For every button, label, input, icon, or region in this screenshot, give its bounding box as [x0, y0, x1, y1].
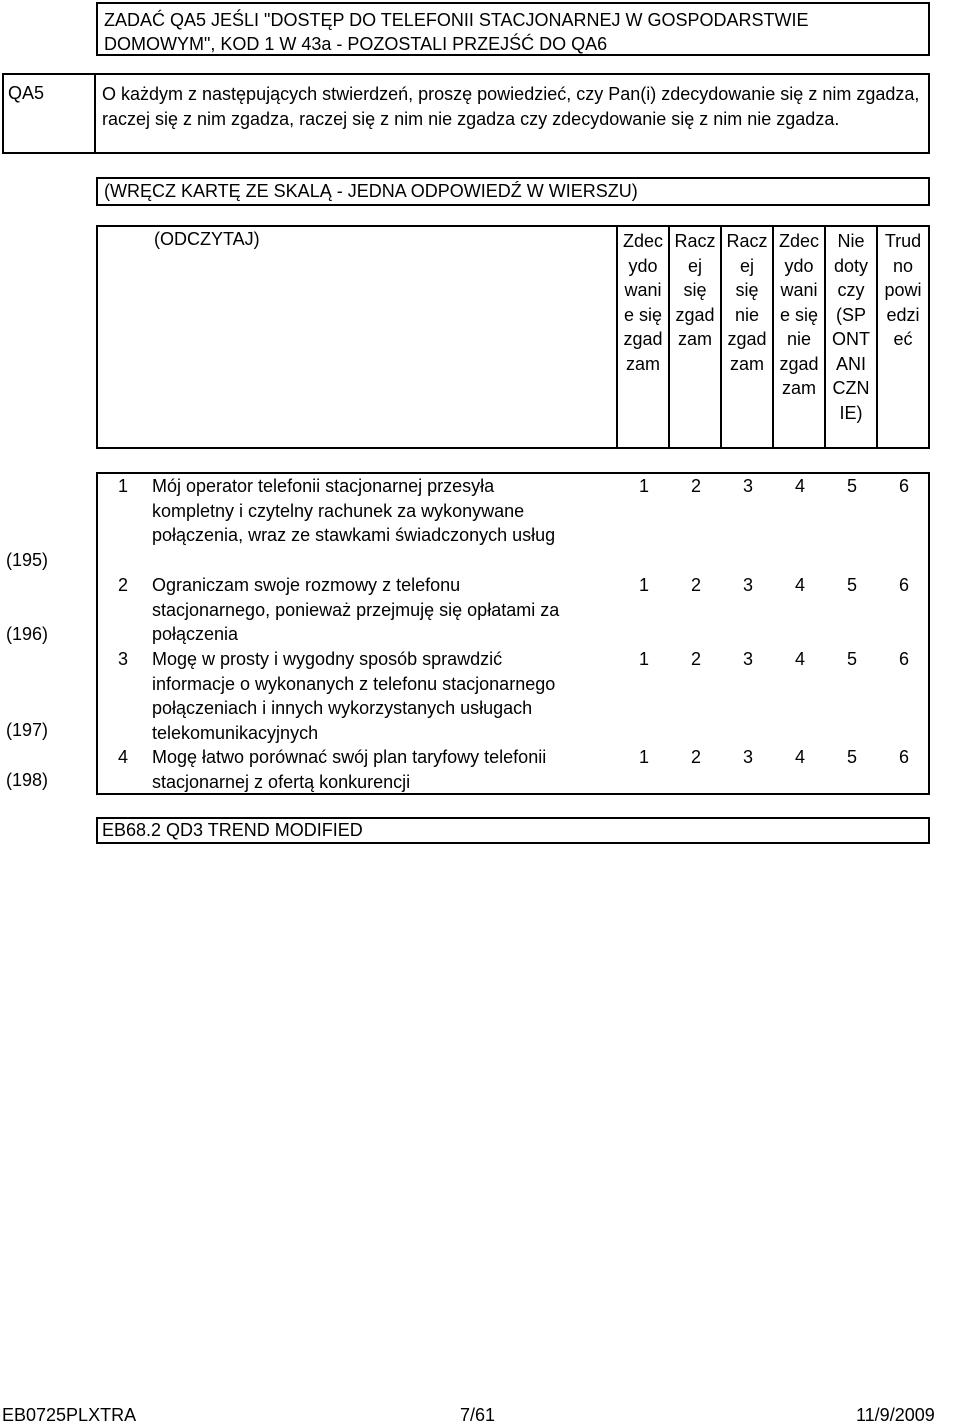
column-strongly-disagree: Zdec ydo wani e się nie zgad zam — [778, 231, 820, 398]
code-4[interactable]: 4 — [794, 747, 805, 767]
code-6[interactable]: 6 — [898, 747, 909, 767]
code-3[interactable]: 3 — [742, 649, 753, 669]
column-tend-agree: Racz ej się zgad zam — [674, 231, 716, 349]
code-4[interactable]: 4 — [794, 476, 805, 496]
code-2[interactable]: 2 — [690, 476, 701, 496]
footer-right: 11/9/2009 — [856, 1405, 935, 1425]
item-text: Mogę łatwo porównać swój plan taryfowy telefonii stacjonarnej z ofertą konkurencji — [152, 747, 547, 792]
item-text: Mogę w prosty i wygodny sposób sprawdzić informacje o wykonanych z telefonu stacjonarnego połączeniach i innych wykorzystanych usługach telekomunikacyjnych — [152, 649, 556, 743]
trend-note-box — [96, 817, 930, 844]
code-1[interactable]: 1 — [638, 476, 649, 496]
code-5[interactable]: 5 — [846, 476, 857, 496]
column-strongly-agree: Zdec ydo wani e się zgad zam — [622, 231, 664, 374]
item-number: 2 — [118, 575, 129, 595]
code-6[interactable]: 6 — [898, 575, 909, 595]
code-4[interactable]: 4 — [794, 575, 805, 595]
item-number: 4 — [118, 747, 129, 767]
item-text: Ograniczam swoje rozmowy z telefonu stacjonarnego, ponieważ przejmuję się opłatami za połączenia — [152, 575, 560, 644]
row-id: (198) — [6, 770, 49, 790]
column-not-applicable: Nie doty czy (SP ONT ANI CZN IE) — [832, 231, 870, 423]
code-3[interactable]: 3 — [742, 476, 753, 496]
code-5[interactable]: 5 — [846, 649, 857, 669]
item-number: 3 — [118, 649, 129, 669]
code-6[interactable]: 6 — [898, 476, 909, 496]
column-tend-disagree: Racz ej się nie zgad zam — [726, 231, 768, 374]
footer-center: 7/61 — [460, 1405, 496, 1425]
row-id: (196) — [6, 624, 49, 644]
row-id: (195) — [6, 550, 49, 570]
code-3[interactable]: 3 — [742, 747, 753, 767]
code-2[interactable]: 2 — [690, 649, 701, 669]
code-1[interactable]: 1 — [638, 575, 649, 595]
code-5[interactable]: 5 — [846, 747, 857, 767]
question-text: O każdym z następujących stwierdzeń, proszę powiedzieć, czy Pan(i) zdecydowanie się z nim zgadza, raczej się z nim zgadza, raczej się z nim nie zgadza czy zdecydowanie się z nim nie zgadza. — [102, 84, 920, 129]
code-3[interactable]: 3 — [742, 575, 753, 595]
instruction-box — [96, 2, 930, 56]
code-1[interactable]: 1 — [638, 747, 649, 767]
instruction-text: ZADAĆ QA5 JEŚLI "DOSTĘP DO TELEFONII STACJONARNEJ W GOSPODARSTWIE DOMOWYM", KOD 1 W 43a - POZOSTALI PRZEJŚĆ DO QA6 — [104, 10, 809, 54]
trend-note: EB68.2 QD3 TREND MODIFIED — [102, 820, 363, 840]
row-id: (197) — [6, 720, 49, 740]
item-text: Mój operator telefonii stacjonarnej przesyła kompletny i czytelny rachunek za wykonywane połączenia, wraz ze stawkami świadczonych usług — [152, 476, 556, 545]
question-box — [2, 73, 930, 154]
footer-left: EB0725PLXTRA — [2, 1405, 137, 1425]
code-5[interactable]: 5 — [846, 575, 857, 595]
code-6[interactable]: 6 — [898, 649, 909, 669]
card-instruction-text: (WRĘCZ KARTĘ ZE SKALĄ - JEDNA ODPOWIEDŹ W WIERSZU) — [104, 181, 638, 201]
item-number: 1 — [118, 476, 129, 496]
question-id: QA5 — [8, 83, 45, 103]
code-2[interactable]: 2 — [690, 575, 701, 595]
card-instruction-box — [96, 177, 930, 206]
column-dont-know: Trud no powi edzi eć — [884, 231, 922, 349]
code-2[interactable]: 2 — [690, 747, 701, 767]
code-4[interactable]: 4 — [794, 649, 805, 669]
code-1[interactable]: 1 — [638, 649, 649, 669]
read-label: (ODCZYTAJ) — [154, 229, 260, 249]
